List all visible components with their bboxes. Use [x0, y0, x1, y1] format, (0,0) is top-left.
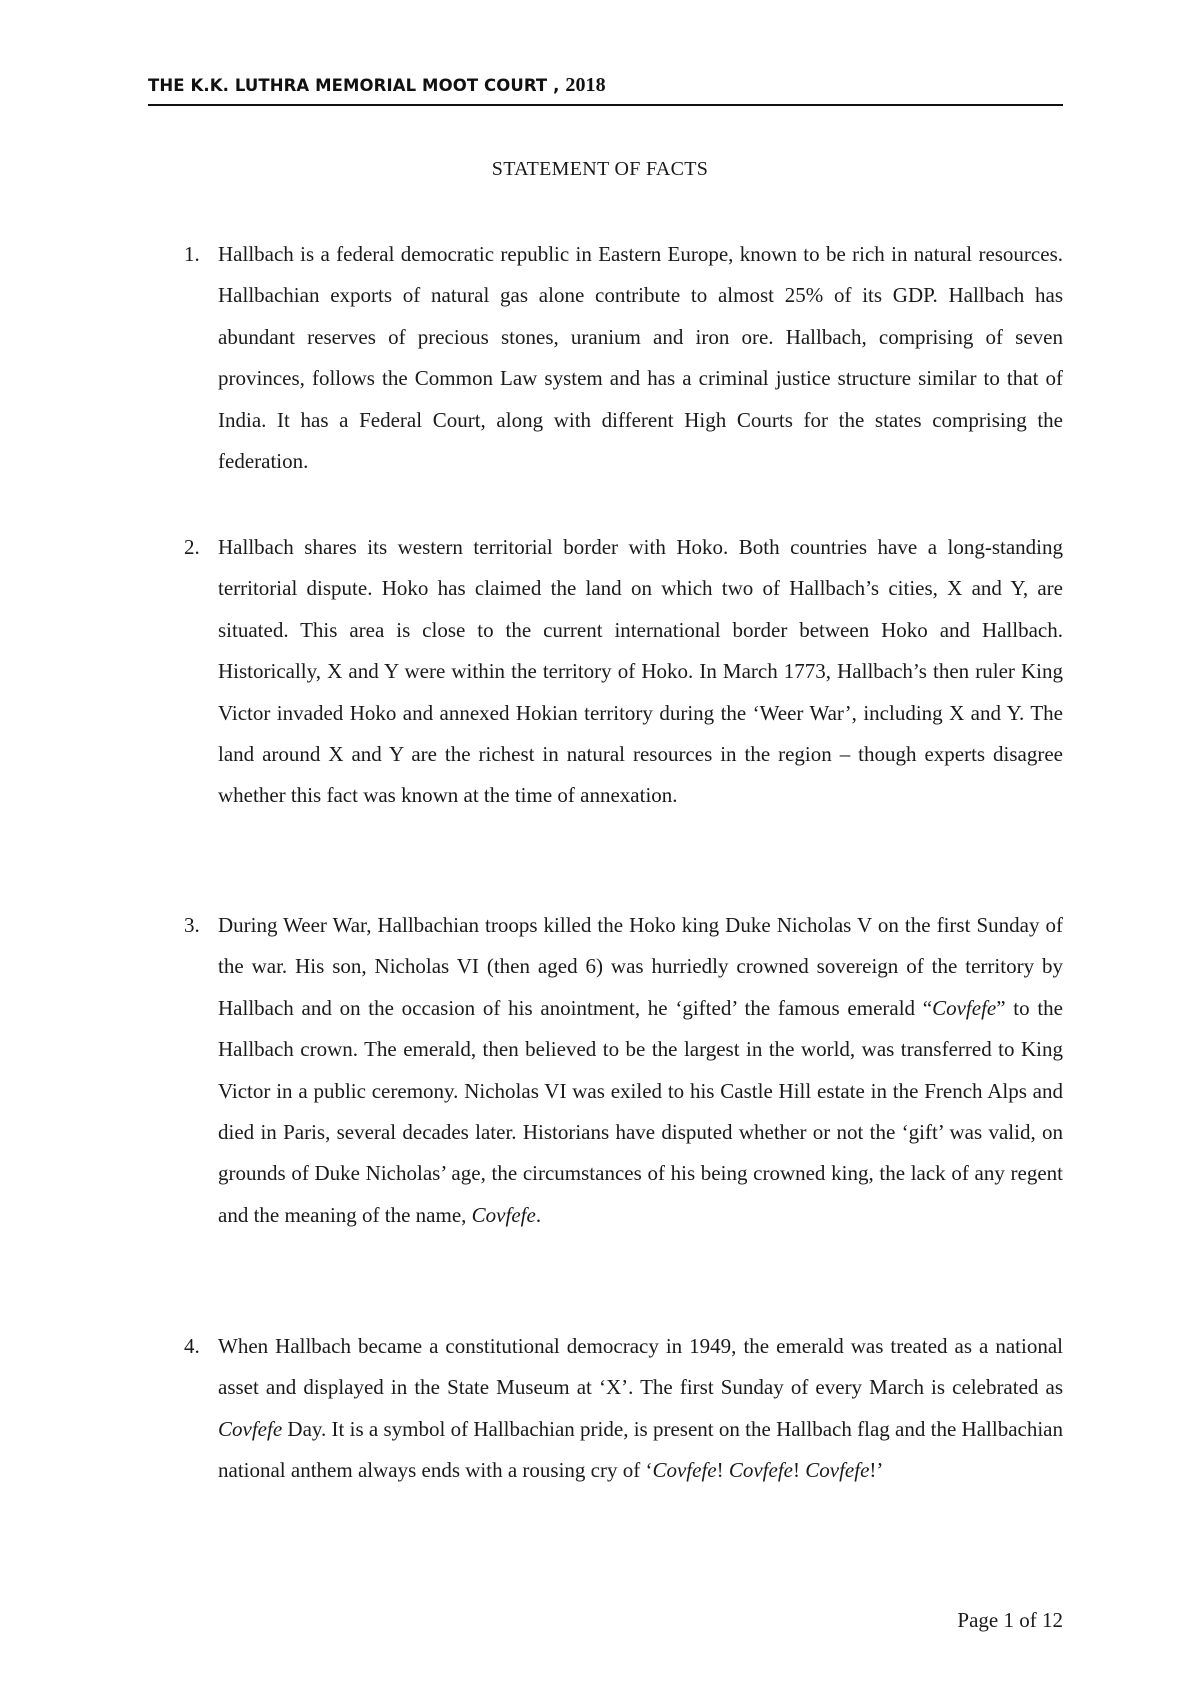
paragraph-number: 3.: [184, 913, 200, 937]
header-year: 2018: [565, 74, 606, 96]
paragraph-number: 1.: [184, 242, 200, 266]
text-run: !’: [869, 1458, 884, 1483]
paragraph-text: Hallbach shares its western territorial border with Hoko. Both countries have a long-standing territorial dispute. Hoko has claimed the land on which two of Hallbach’s cities, X and Y, are situated. This area is close to the current international border between Hoko and Hallbach. Historically, X and Y were within the territory of Hoko. In March 1773, Hallbach’s then ruler King Victor invaded Hoko and annexed Hokian territory during the ‘Weer War’, including X and Y. The land around X and Y are the richest in natural resources in the region – though experts disagree whether this fact was known at the time of annexation.: [218, 535, 1063, 808]
header-separator: ,: [547, 76, 566, 95]
text-run: When Hallbach became a constitutional democracy in 1949, the emerald was treated as a national asset and displayed in the State Museum at ‘X’. The first Sunday of every March is celebrated as: [218, 1334, 1063, 1400]
paragraph-text: [218, 1326, 1063, 1492]
emerald-name: Covfefe: [728, 1458, 793, 1483]
page-number: Page 1 of 12: [957, 1608, 1063, 1632]
paragraph-number: 4.: [184, 1334, 200, 1358]
emerald-name: Covfefe: [218, 1416, 283, 1441]
paragraph-text: Hallbach is a federal democratic republic in Eastern Europe, known to be rich in natural resources. Hallbachian exports of natural gas alone contribute to almost 25% of its GDP. Hallbach has abundant reserves of precious stones, uranium and iron ore. Hallbach, comprising of seven provinces, follows the Common Law system and has a criminal justice structure similar to that of India. It has a Federal Court, along with different High Courts for the states comprising the federation.: [218, 242, 1063, 474]
text-run: ” to the Hallbach crown. The emerald, then believed to be the largest in the world, was transferred to King Victor in a public ceremony. Nicholas VI was exiled to his Castle Hill estate in the French Alps and died in Paris, several decades later. Historians have disputed whether or not the ‘gift’ was valid, on grounds of Duke Nicholas’ age, the circumstances of his being crowned king, the lack of any regent and the meaning of the name,: [218, 995, 1064, 1227]
paragraph-text: [218, 905, 1063, 1236]
paragraph-number: 2.: [184, 535, 200, 559]
header-title-line: [148, 74, 606, 97]
text-run: !: [716, 1458, 729, 1483]
text-run: .: [535, 1202, 542, 1227]
emerald-name: Covfefe: [805, 1458, 870, 1483]
text-run: During Weer War, Hallbachian troops killed the Hoko king Duke Nicholas V on the first Sunday of the war. His son, Nicholas VI (then aged 6) was hurriedly crowned sovereign of the territory by Hallbach and on the occasion of his anointment, he ‘gifted’ the famous emerald “: [218, 913, 1063, 1020]
emerald-name: Covfefe: [932, 995, 997, 1020]
emerald-name: Covfefe: [652, 1458, 717, 1483]
emerald-name: Covfefe: [471, 1202, 536, 1227]
page-title: STATEMENT OF FACTS: [491, 158, 709, 180]
header-title: THE K.K. LUTHRA MEMORIAL MOOT COURT: [148, 76, 548, 95]
text-run: !: [793, 1458, 806, 1483]
running-header: [148, 70, 1063, 106]
text-run: Day. It is a symbol of Hallbachian pride, is present on the Hallbach flag and the Hallbachian national anthem always ends with a rousing cry of ‘: [218, 1416, 1063, 1483]
